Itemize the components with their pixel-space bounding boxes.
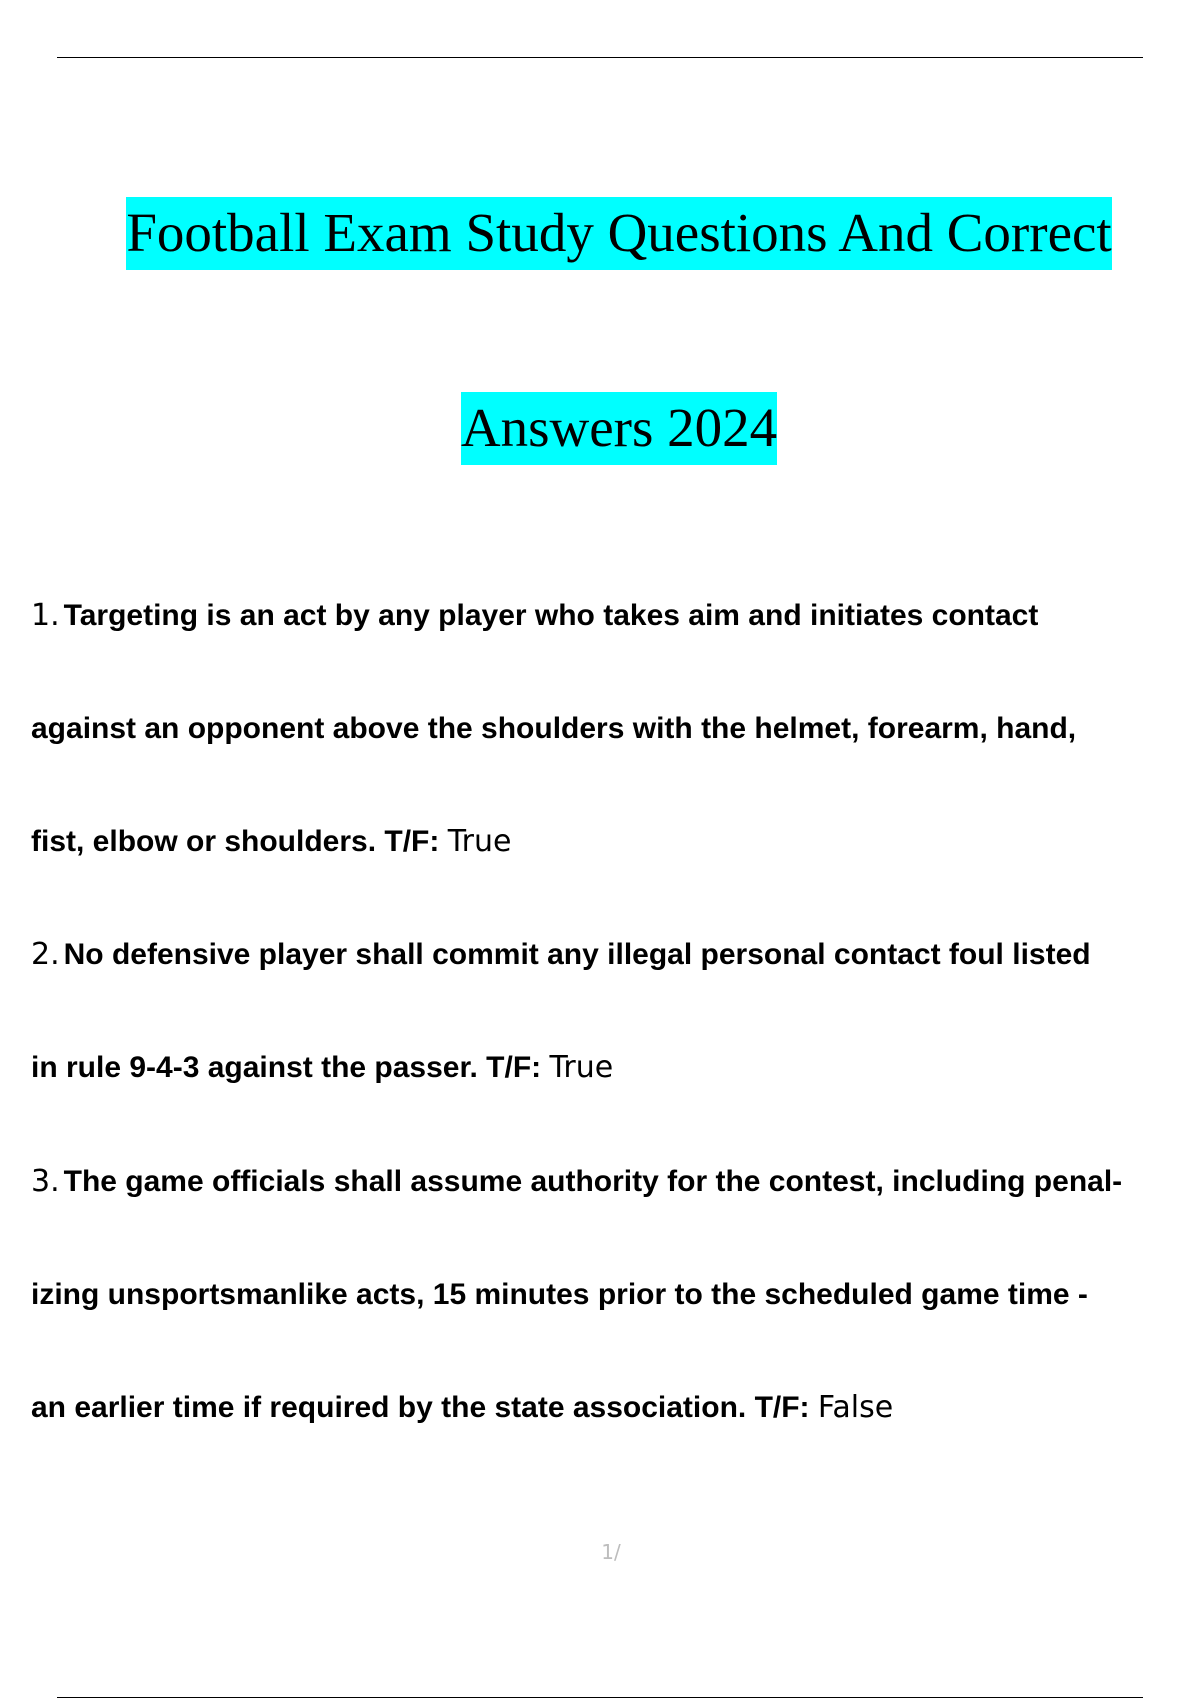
question-number: 1. [31,598,60,633]
question-text: No defensive player shall commit any illegal personal contact foul listed [63,938,1091,971]
answer-text: True [549,1050,614,1085]
question-3-line-2 [31,1280,1088,1310]
answer-text: False [817,1390,894,1425]
top-rule [57,57,1143,58]
question-1-line-2 [31,714,1076,744]
question-2-line-1 [31,937,1091,972]
question-3-line-3 [31,1390,894,1425]
title-highlight: Answers 2024 [461,392,777,465]
question-number: 3. [31,1164,60,1199]
question-1-line-3 [31,824,512,859]
question-number: 2. [31,937,60,972]
question-text: fist, elbow or shoulders. T/F: [31,825,440,858]
question-3-line-1 [31,1164,1123,1199]
question-text: Targeting is an act by any player who takes aim and initiates contact [63,599,1039,632]
question-text: in rule 9-4-3 against the passer. T/F: [31,1051,542,1084]
question-text: The game officials shall assume authority for the contest, including penal- [63,1165,1123,1198]
document-title-line-2 [0,397,1200,458]
question-text: izing unsportsmanlike acts, 15 minutes prior to the scheduled game time - [31,1278,1088,1311]
document-title-line-1 [0,202,1200,263]
page-number: 1/ [601,1540,621,1564]
question-2-line-2 [31,1050,614,1085]
title-highlight: Football Exam Study Questions And Correct [126,197,1111,270]
answer-text: True [447,824,512,859]
question-1-line-1 [31,598,1039,633]
question-text: an earlier time if required by the state association. T/F: [31,1391,810,1424]
bottom-rule [57,1697,1143,1698]
question-text: against an opponent above the shoulders with the helmet, forearm, hand, [31,712,1077,745]
